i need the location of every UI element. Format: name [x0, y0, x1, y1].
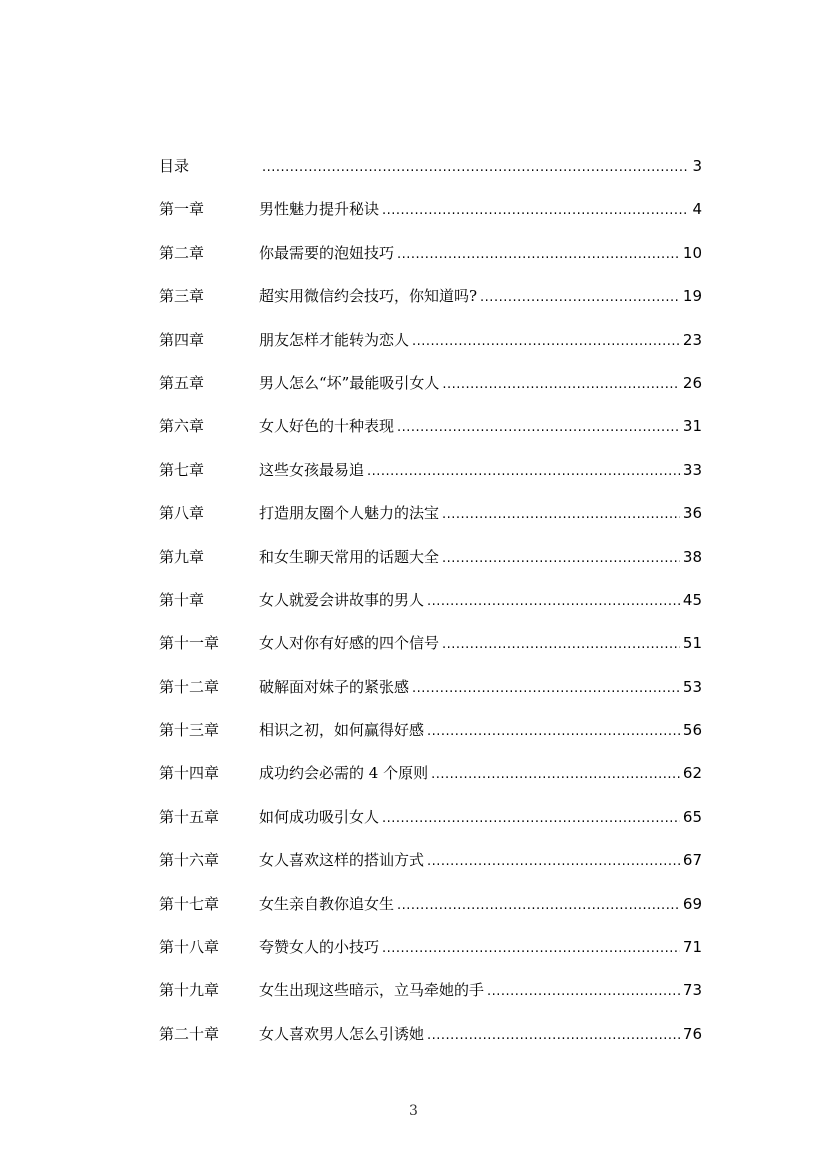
toc-page-number: 38: [682, 547, 702, 566]
toc-entry-line: [259, 759, 702, 789]
toc-chapter-label: 第八章: [159, 504, 205, 523]
toc-page-number: 67: [682, 851, 702, 870]
toc-entry-line: [259, 629, 702, 659]
toc-entry[interactable]: [159, 239, 702, 282]
toc-chapter-label: 目录: [159, 157, 190, 175]
toc-chapter-label: 第十一章: [159, 634, 220, 653]
toc-entry[interactable]: [159, 890, 702, 933]
toc-dot-leader: [412, 328, 680, 356]
toc-entry[interactable]: [159, 846, 702, 889]
toc-entry-line: [259, 846, 702, 876]
toc-page-number: 36: [682, 504, 702, 523]
toc-page-number: 51: [682, 634, 702, 653]
toc-entry-line: [259, 890, 702, 920]
toc-page-number: 62: [682, 764, 702, 783]
toc-entry[interactable]: [159, 716, 702, 759]
toc-page-number: 4: [692, 200, 702, 219]
toc-title: 女人对你有好感的四个信号: [259, 634, 440, 653]
toc-title: 女人喜欢男人怎么引诱她: [259, 1024, 425, 1043]
toc-page-number: 71: [682, 938, 702, 957]
toc-chapter-label: 第三章: [159, 287, 205, 306]
toc-page-number: 31: [682, 417, 702, 436]
toc-title: 和女生聊天常用的话题大全: [259, 547, 440, 566]
toc-entry-line: [259, 456, 702, 486]
toc-title: 女生亲自教你追女生: [259, 894, 395, 913]
toc-entry[interactable]: [159, 629, 702, 672]
toc-chapter-label: 第二十章: [159, 1024, 220, 1043]
toc-entry-line: [259, 803, 702, 833]
toc-chapter-label: 第五章: [159, 373, 205, 392]
toc-dot-leader: [397, 241, 680, 269]
toc-page-number: 65: [682, 807, 702, 826]
toc-entry-line: [259, 369, 702, 399]
toc-entry[interactable]: [159, 499, 702, 542]
toc-chapter-label: 第十三章: [159, 721, 220, 740]
toc-entry[interactable]: [159, 933, 702, 976]
toc-entry[interactable]: [159, 976, 702, 1019]
toc-title: 女人喜欢这样的搭讪方式: [259, 851, 425, 870]
toc-title: 这些女孩最易追: [259, 460, 365, 479]
toc-chapter-label: 第四章: [159, 330, 205, 349]
toc-dot-leader: [480, 284, 680, 312]
toc-entry-line: [259, 412, 702, 442]
toc-chapter-label: 第十章: [159, 590, 205, 609]
toc-dot-leader: [442, 631, 680, 659]
toc-entry-line: [259, 586, 702, 616]
toc-dot-leader: [382, 935, 680, 963]
toc-page-number: 10: [682, 243, 702, 262]
toc-chapter-label: 第十七章: [159, 894, 220, 913]
toc-dot-leader: [442, 545, 680, 573]
toc-entry-line: [259, 976, 702, 1006]
toc-entry[interactable]: [159, 195, 702, 238]
toc-entry[interactable]: [159, 543, 702, 586]
toc-chapter-label: 第十四章: [159, 764, 220, 783]
toc-title: 超实用微信约会技巧，你知道吗?: [259, 287, 478, 306]
toc-page-number: 45: [682, 590, 702, 609]
toc-entry[interactable]: [159, 586, 702, 629]
toc-entry-line: [259, 195, 702, 225]
toc-title: 男性魅力提升秘诀: [259, 200, 380, 219]
toc-entry-line: [259, 239, 702, 269]
toc-dot-leader: [367, 458, 680, 486]
toc-page-number: 69: [682, 894, 702, 913]
toc-dot-leader: [427, 1022, 680, 1050]
toc-dot-leader: [262, 154, 689, 182]
toc-title: 女生出现这些暗示，立马牵她的手: [259, 981, 485, 1000]
toc-entry[interactable]: [159, 412, 702, 455]
toc-dot-leader: [382, 805, 680, 833]
toc-title: 破解面对妹子的紧张感: [259, 677, 410, 696]
toc-entry[interactable]: [159, 803, 702, 846]
toc-entry-line: [259, 499, 702, 529]
toc-entry-line: [259, 152, 702, 182]
toc-page-number: 33: [682, 460, 702, 479]
toc-dot-leader: [412, 675, 680, 703]
table-of-contents: [159, 152, 702, 1063]
toc-dot-leader: [487, 978, 680, 1006]
toc-title: 男人怎么“坏”最能吸引女人: [259, 373, 440, 392]
toc-entry[interactable]: [159, 759, 702, 802]
toc-dot-leader: [442, 371, 680, 399]
toc-dot-leader: [427, 718, 680, 746]
toc-title: 你最需要的泡妞技巧: [259, 243, 395, 262]
toc-entry[interactable]: [159, 673, 702, 716]
toc-page-number: 53: [682, 677, 702, 696]
toc-title: 夸赞女人的小技巧: [259, 938, 380, 957]
toc-entry[interactable]: [159, 326, 702, 369]
toc-entry[interactable]: [159, 456, 702, 499]
toc-chapter-label: 第九章: [159, 547, 205, 566]
toc-chapter-label: 第一章: [159, 200, 205, 219]
toc-title: 女人就爱会讲故事的男人: [259, 590, 425, 609]
toc-entry-line: [259, 673, 702, 703]
toc-dot-leader: [442, 501, 680, 529]
toc-page-number: 23: [682, 330, 702, 349]
toc-chapter-label: 第六章: [159, 417, 205, 436]
toc-chapter-label: 第十二章: [159, 677, 220, 696]
toc-chapter-label: 第十八章: [159, 938, 220, 957]
toc-chapter-label: 第十五章: [159, 807, 220, 826]
toc-page-number: 56: [682, 721, 702, 740]
toc-title: 女人好色的十种表现: [259, 417, 395, 436]
toc-title: 如何成功吸引女人: [259, 807, 380, 826]
toc-dot-leader: [427, 848, 680, 876]
toc-entry-line: [259, 543, 702, 573]
toc-page-number: 3: [692, 157, 702, 175]
toc-entry[interactable]: [159, 282, 702, 325]
toc-entry-line: [259, 282, 702, 312]
toc-title: 朋友怎样才能转为恋人: [259, 330, 410, 349]
toc-entry[interactable]: [159, 1020, 702, 1063]
toc-chapter-label: 第二章: [159, 243, 205, 262]
toc-dot-leader: [397, 892, 680, 920]
toc-entry[interactable]: [159, 369, 702, 412]
toc-dot-leader: [427, 588, 680, 616]
toc-title: 相识之初，如何赢得好感: [259, 721, 425, 740]
toc-entry-line: [259, 1020, 702, 1050]
toc-chapter-label: 第十六章: [159, 851, 220, 870]
toc-page-number: 26: [682, 373, 702, 392]
toc-page-number: 76: [682, 1024, 702, 1043]
toc-page-number: 73: [682, 981, 702, 1000]
toc-chapter-label: 第十九章: [159, 981, 220, 1000]
toc-title: 打造朋友圈个人魅力的法宝: [259, 504, 440, 523]
toc-title: 成功约会必需的 4 个原则: [259, 764, 429, 783]
toc-entry[interactable]: [159, 152, 702, 195]
toc-dot-leader: [397, 414, 680, 442]
toc-dot-leader: [431, 761, 680, 789]
toc-entry-line: [259, 326, 702, 356]
toc-entry-line: [259, 933, 702, 963]
page-number: 3: [409, 1103, 418, 1119]
toc-page-number: 19: [682, 287, 702, 306]
toc-chapter-label: 第七章: [159, 460, 205, 479]
toc-entry-line: [259, 716, 702, 746]
toc-dot-leader: [382, 197, 689, 225]
